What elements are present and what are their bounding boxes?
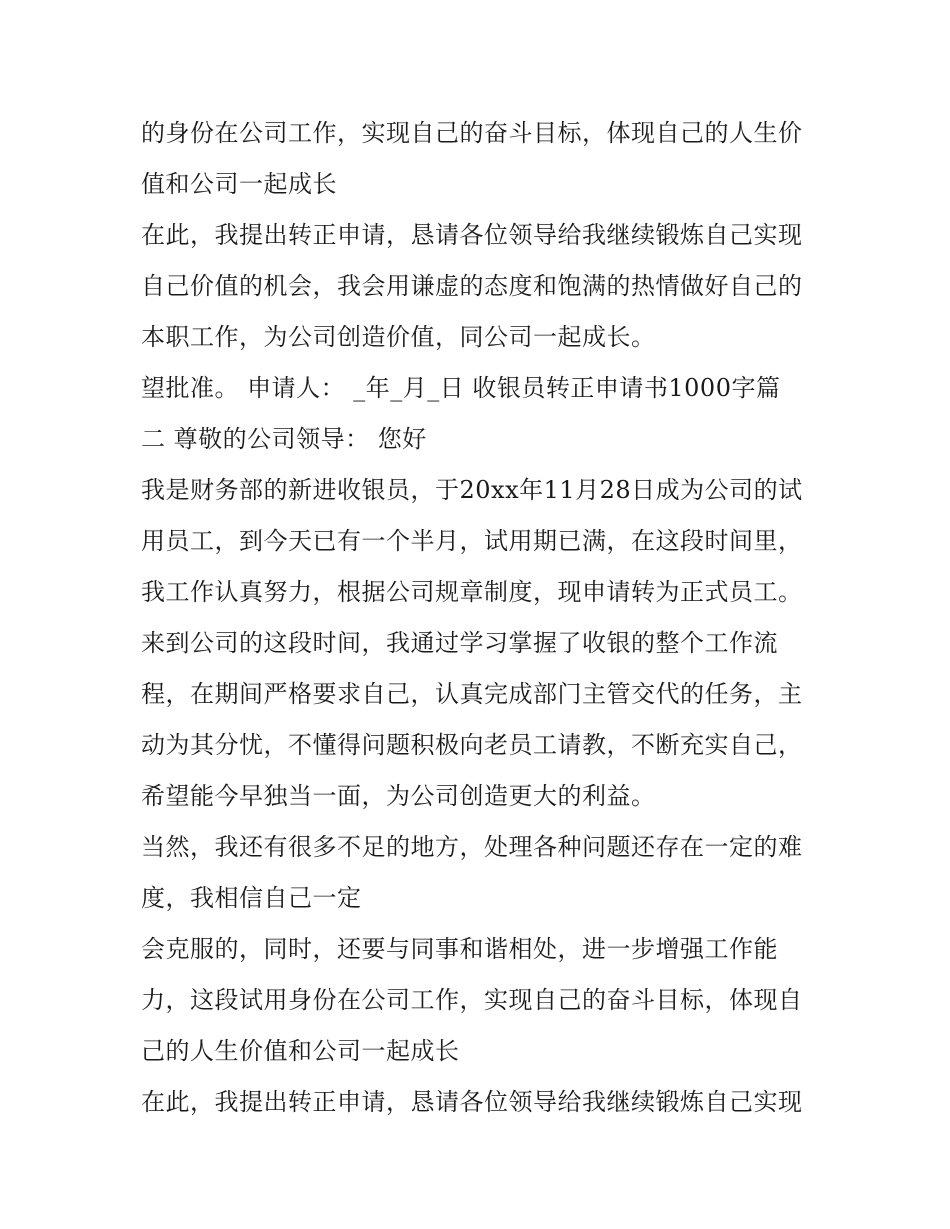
text-line: 我工作认真努力，根据公司规章制度，现申请转为正式员工。 bbox=[141, 578, 803, 606]
text-line: 自己价值的机会，我会用谦虚的态度和饱满的热情做好自己的 bbox=[141, 272, 803, 300]
text-line: 在此，我提出转正申请，恳请各位领导给我继续锻炼自己实现 bbox=[141, 221, 803, 249]
text-line: 用员工，到今天已有一个半月，试用期已满，在这段时间里， bbox=[141, 527, 803, 555]
text-line: 当然，我还有很多不足的地方，处理各种问题还存在一定的难 bbox=[141, 833, 803, 861]
text-line: 值和公司一起成长 bbox=[141, 170, 337, 198]
text-line: 的身份在公司工作，实现自己的奋斗目标，体现自己的人生价 bbox=[141, 119, 803, 147]
text-line: 在此，我提出转正申请，恳请各位领导给我继续锻炼自己实现 bbox=[141, 1088, 803, 1116]
text-line: 动为其分忧，不懂得问题积极向老员工请教，不断充实自己， bbox=[141, 731, 803, 759]
text-line: 希望能今早独当一面，为公司创造更大的利益。 bbox=[141, 782, 656, 810]
text-line: 力，这段试用身份在公司工作，实现自己的奋斗目标，体现自 bbox=[141, 986, 803, 1014]
document-body bbox=[141, 108, 821, 1128]
text-line: 望批准。 申请人： _年_月_日 收银员转正申请书1000字篇 bbox=[141, 374, 781, 402]
text-line: 度，我相信自己一定 bbox=[141, 884, 362, 912]
text-line: 我是财务部的新进收银员，于20xx年11月28日成为公司的试 bbox=[141, 476, 803, 504]
text-line: 己的人生价值和公司一起成长 bbox=[141, 1037, 460, 1065]
text-line: 会克服的，同时，还要与同事和谐相处，进一步增强工作能 bbox=[141, 935, 778, 963]
text-line: 二 尊敬的公司领导： 您好 bbox=[141, 425, 427, 453]
text-line: 本职工作，为公司创造价值，同公司一起成长。 bbox=[141, 323, 656, 351]
text-line: 程，在期间严格要求自己，认真完成部门主管交代的任务，主 bbox=[141, 680, 803, 708]
text-line: 来到公司的这段时间，我通过学习掌握了收银的整个工作流 bbox=[141, 629, 778, 657]
